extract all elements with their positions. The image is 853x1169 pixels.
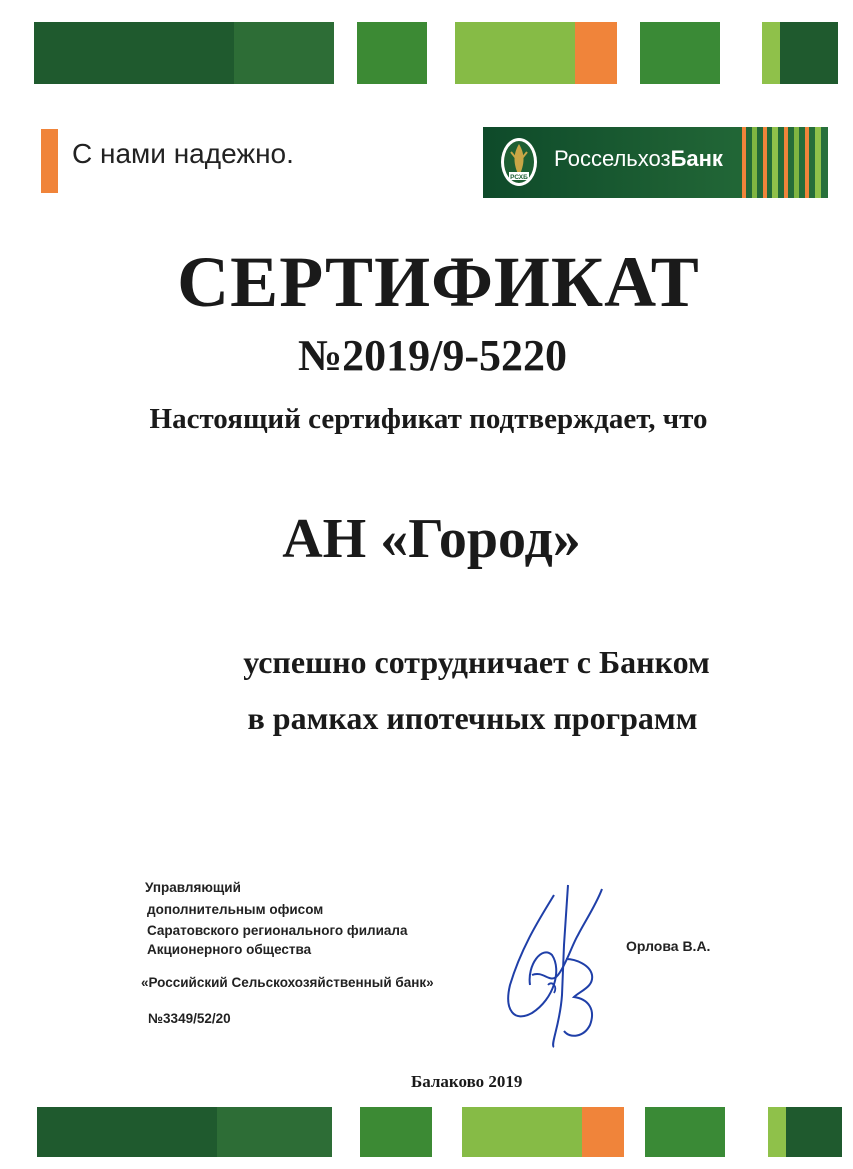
- band-segment: [357, 22, 427, 84]
- band-segment: [768, 1107, 786, 1157]
- band-segment: [640, 22, 720, 84]
- logo-stripes: [738, 127, 828, 198]
- band-segment: [217, 1107, 332, 1157]
- bank-logo-text: [554, 146, 723, 172]
- band-segment: [762, 22, 780, 84]
- band-segment: [34, 22, 234, 84]
- bank-logo: [483, 127, 828, 198]
- recipient-name: АН «Город»: [282, 508, 581, 570]
- band-segment: [582, 1107, 624, 1157]
- signatory-position-line-1: Управляющий: [145, 880, 241, 895]
- document-number: №3349/52/20: [148, 1011, 231, 1026]
- bank-name-bold: Банк: [670, 146, 723, 171]
- tagline: С нами надежно.: [72, 138, 294, 169]
- emblem-text: РСХБ: [510, 174, 528, 181]
- cooperation-line-1: успешно сотрудничает с Банком: [243, 644, 710, 680]
- band-segment: [234, 22, 334, 84]
- band-segment: [455, 22, 575, 84]
- tagline-accent-bar: [41, 129, 58, 193]
- cooperation-line-2: в рамках ипотечных программ: [247, 700, 698, 736]
- band-segment: [786, 1107, 842, 1157]
- signatory-name: Орлова В.А.: [626, 938, 711, 954]
- signatory-position-line-4: Акционерного общества: [147, 942, 312, 957]
- place-and-year: Балаково 2019: [411, 1072, 523, 1091]
- bank-full-name: «Российский Сельскохозяйственный банк»: [141, 975, 434, 990]
- certificate-number: №2019/9-5220: [297, 331, 568, 380]
- band-segment: [462, 1107, 582, 1157]
- band-segment: [780, 22, 838, 84]
- band-segment: [37, 1107, 217, 1157]
- signatory-position-line-2: дополнительным офисом: [147, 902, 324, 917]
- band-segment: [360, 1107, 432, 1157]
- handwritten-signature: [492, 875, 617, 1050]
- bank-emblem-icon: [499, 136, 539, 188]
- band-segment: [575, 22, 617, 84]
- band-segment: [645, 1107, 725, 1157]
- bank-name-regular: Россельхоз: [554, 146, 671, 171]
- confirmation-text: Настоящий сертификат подтверждает, что: [149, 403, 708, 435]
- signatory-position-line-3: Саратовского регионального филиала: [147, 923, 408, 938]
- certificate-title: СЕРТИФИКАТ: [177, 242, 700, 322]
